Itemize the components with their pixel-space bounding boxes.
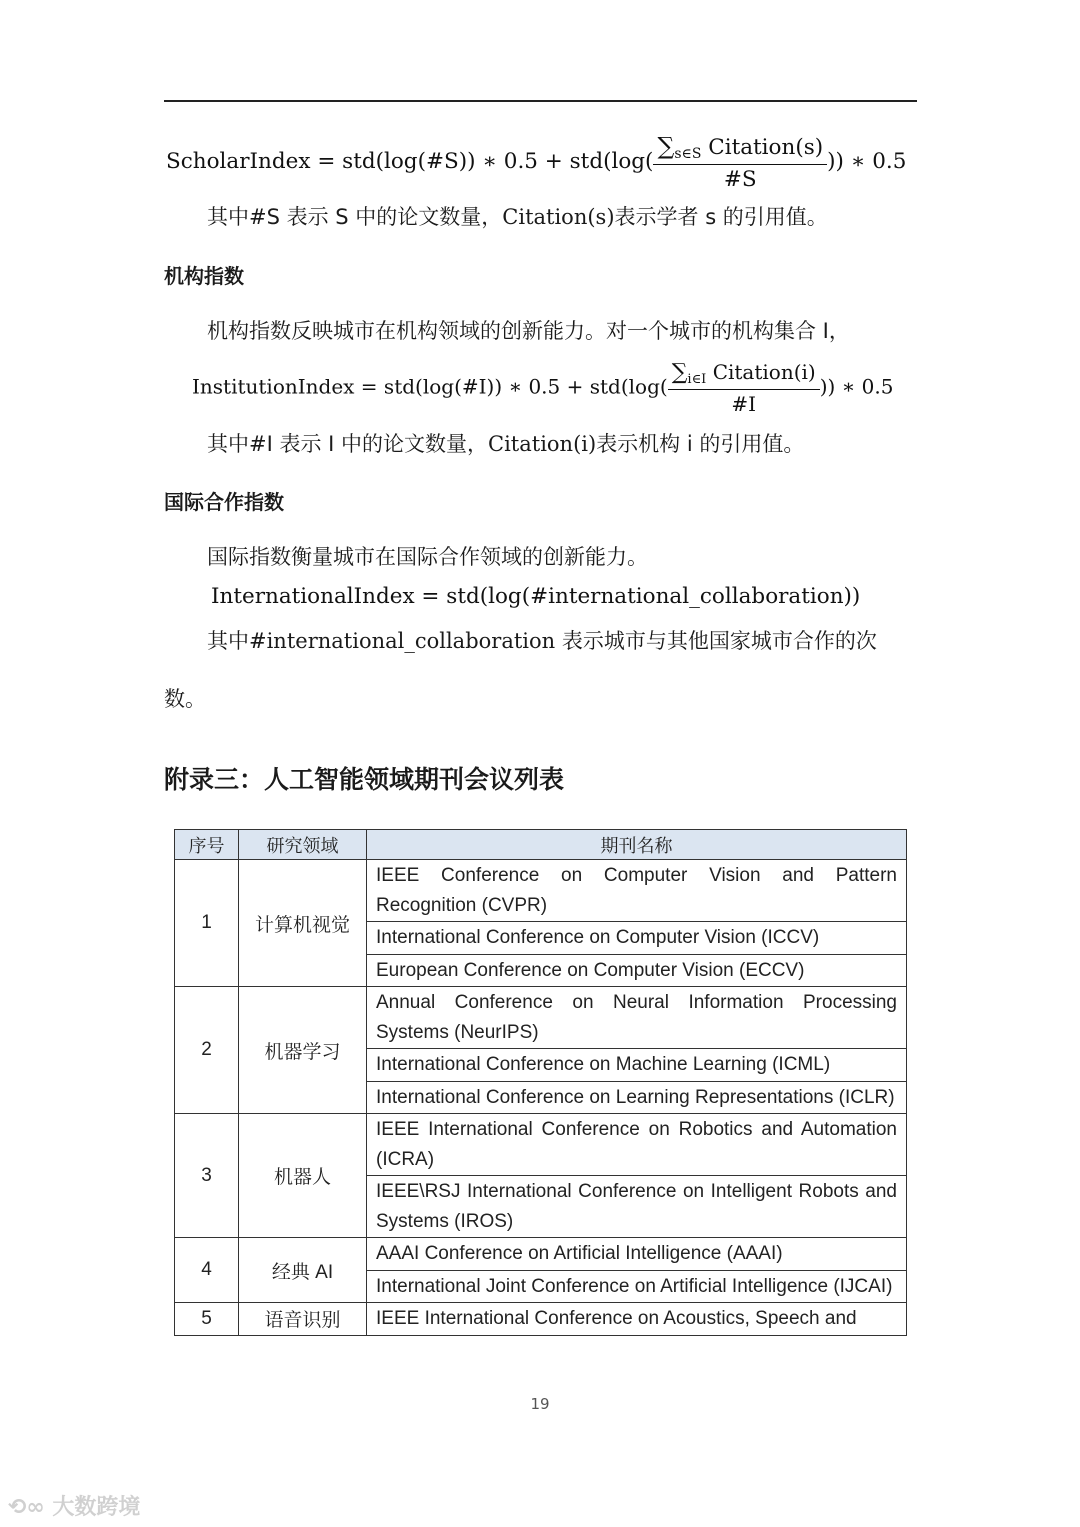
- header-field: 研究领域: [239, 830, 367, 860]
- header-index: 序号: [175, 830, 239, 860]
- table-row: [175, 987, 907, 1049]
- header-venue: 期刊名称: [367, 830, 907, 860]
- venue-cell: International Conference on Machine Learning (ICML): [367, 1049, 907, 1082]
- scholar-fraction: $\frac{\sum_{s\in S} Citation(s)}{\#S}$: [653, 132, 827, 192]
- venue-cell: Annual Conference on Neural Information Processing Systems (NeurIPS): [367, 987, 907, 1049]
- international-intro: 国际指数衡量城市在国际合作领域的创新能力。: [207, 545, 648, 569]
- venue-cell: International Conference on Computer Vision (ICCV): [367, 922, 907, 955]
- ai-venue-table: [174, 829, 907, 1336]
- table-row: [175, 860, 907, 922]
- venue-cell: European Conference on Computer Vision (ECCV): [367, 954, 907, 987]
- international-description-cont: 数。: [164, 687, 206, 711]
- scholar-description: 其中#S 表示 S 中的论文数量，Citation(s)表示学者 s 的引用值。: [207, 205, 828, 229]
- row-field: 语音识别: [239, 1303, 367, 1336]
- scholar-formula: ScholarIndex = std(log(#S)) ∗ 0.5 + std(log( $\frac{\sum_{s\in S} Citation(s)}{\#S}$ )) ∗ 0.5: [166, 132, 907, 193]
- table-header-row: [175, 830, 907, 860]
- row-field: 机器学习: [239, 987, 367, 1114]
- row-field: 计算机视觉: [239, 860, 367, 987]
- table-row: [175, 1114, 907, 1176]
- table-row: [175, 1303, 907, 1336]
- row-index: 1: [175, 860, 239, 987]
- institution-intro: 机构指数反映城市在机构领域的创新能力。对一个城市的机构集合 I，: [207, 319, 850, 343]
- venue-cell: International Joint Conference on Artificial Intelligence (IJCAI): [367, 1270, 907, 1303]
- row-index: 5: [175, 1303, 239, 1336]
- watermark: ⟲∞ 大数跨境: [8, 1495, 141, 1520]
- row-field: 经典 AI: [239, 1238, 367, 1303]
- page-number: 19: [530, 1395, 550, 1413]
- row-field: 机器人: [239, 1114, 367, 1238]
- row-index: 3: [175, 1114, 239, 1238]
- header-rule: [164, 100, 917, 102]
- international-heading: 国际合作指数: [164, 490, 284, 514]
- international-description: 其中#international_collaboration 表示城市与其他国家城市合作的次: [207, 629, 877, 653]
- venue-cell: IEEE Conference on Computer Vision and Pattern Recognition (CVPR): [367, 860, 907, 922]
- venue-cell: IEEE International Conference on Acoustics, Speech and: [367, 1303, 907, 1336]
- table-row: [175, 1238, 907, 1271]
- appendix-title: 附录三：人工智能领域期刊会议列表: [164, 765, 565, 794]
- venue-cell: AAAI Conference on Artificial Intelligence (AAAI): [367, 1238, 907, 1271]
- international-formula: InternationalIndex = std(log(#international_collaboration)): [211, 584, 861, 609]
- venue-cell: International Conference on Learning Representations (ICLR): [367, 1081, 907, 1114]
- venue-cell: IEEE International Conference on Robotics and Automation (ICRA): [367, 1114, 907, 1176]
- row-index: 2: [175, 987, 239, 1114]
- institution-formula: InstitutionIndex = std(log(#I)) ∗ 0.5 + std(log( $\frac{\sum_{i\in I} Citation(i)}{\#I}$ )) ∗ 0.5: [192, 360, 894, 416]
- institution-heading: 机构指数: [164, 264, 244, 288]
- venue-cell: IEEE\RSJ International Conference on Intelligent Robots and Systems (IROS): [367, 1176, 907, 1238]
- watermark-logo-icon: ⟲∞: [8, 1495, 53, 1520]
- row-index: 4: [175, 1238, 239, 1303]
- institution-description: 其中#I 表示 I 中的论文数量，Citation(i)表示机构 i 的引用值。: [207, 432, 805, 456]
- institution-fraction: $\frac{\sum_{i\in I} Citation(i)}{\#I}$: [668, 360, 820, 416]
